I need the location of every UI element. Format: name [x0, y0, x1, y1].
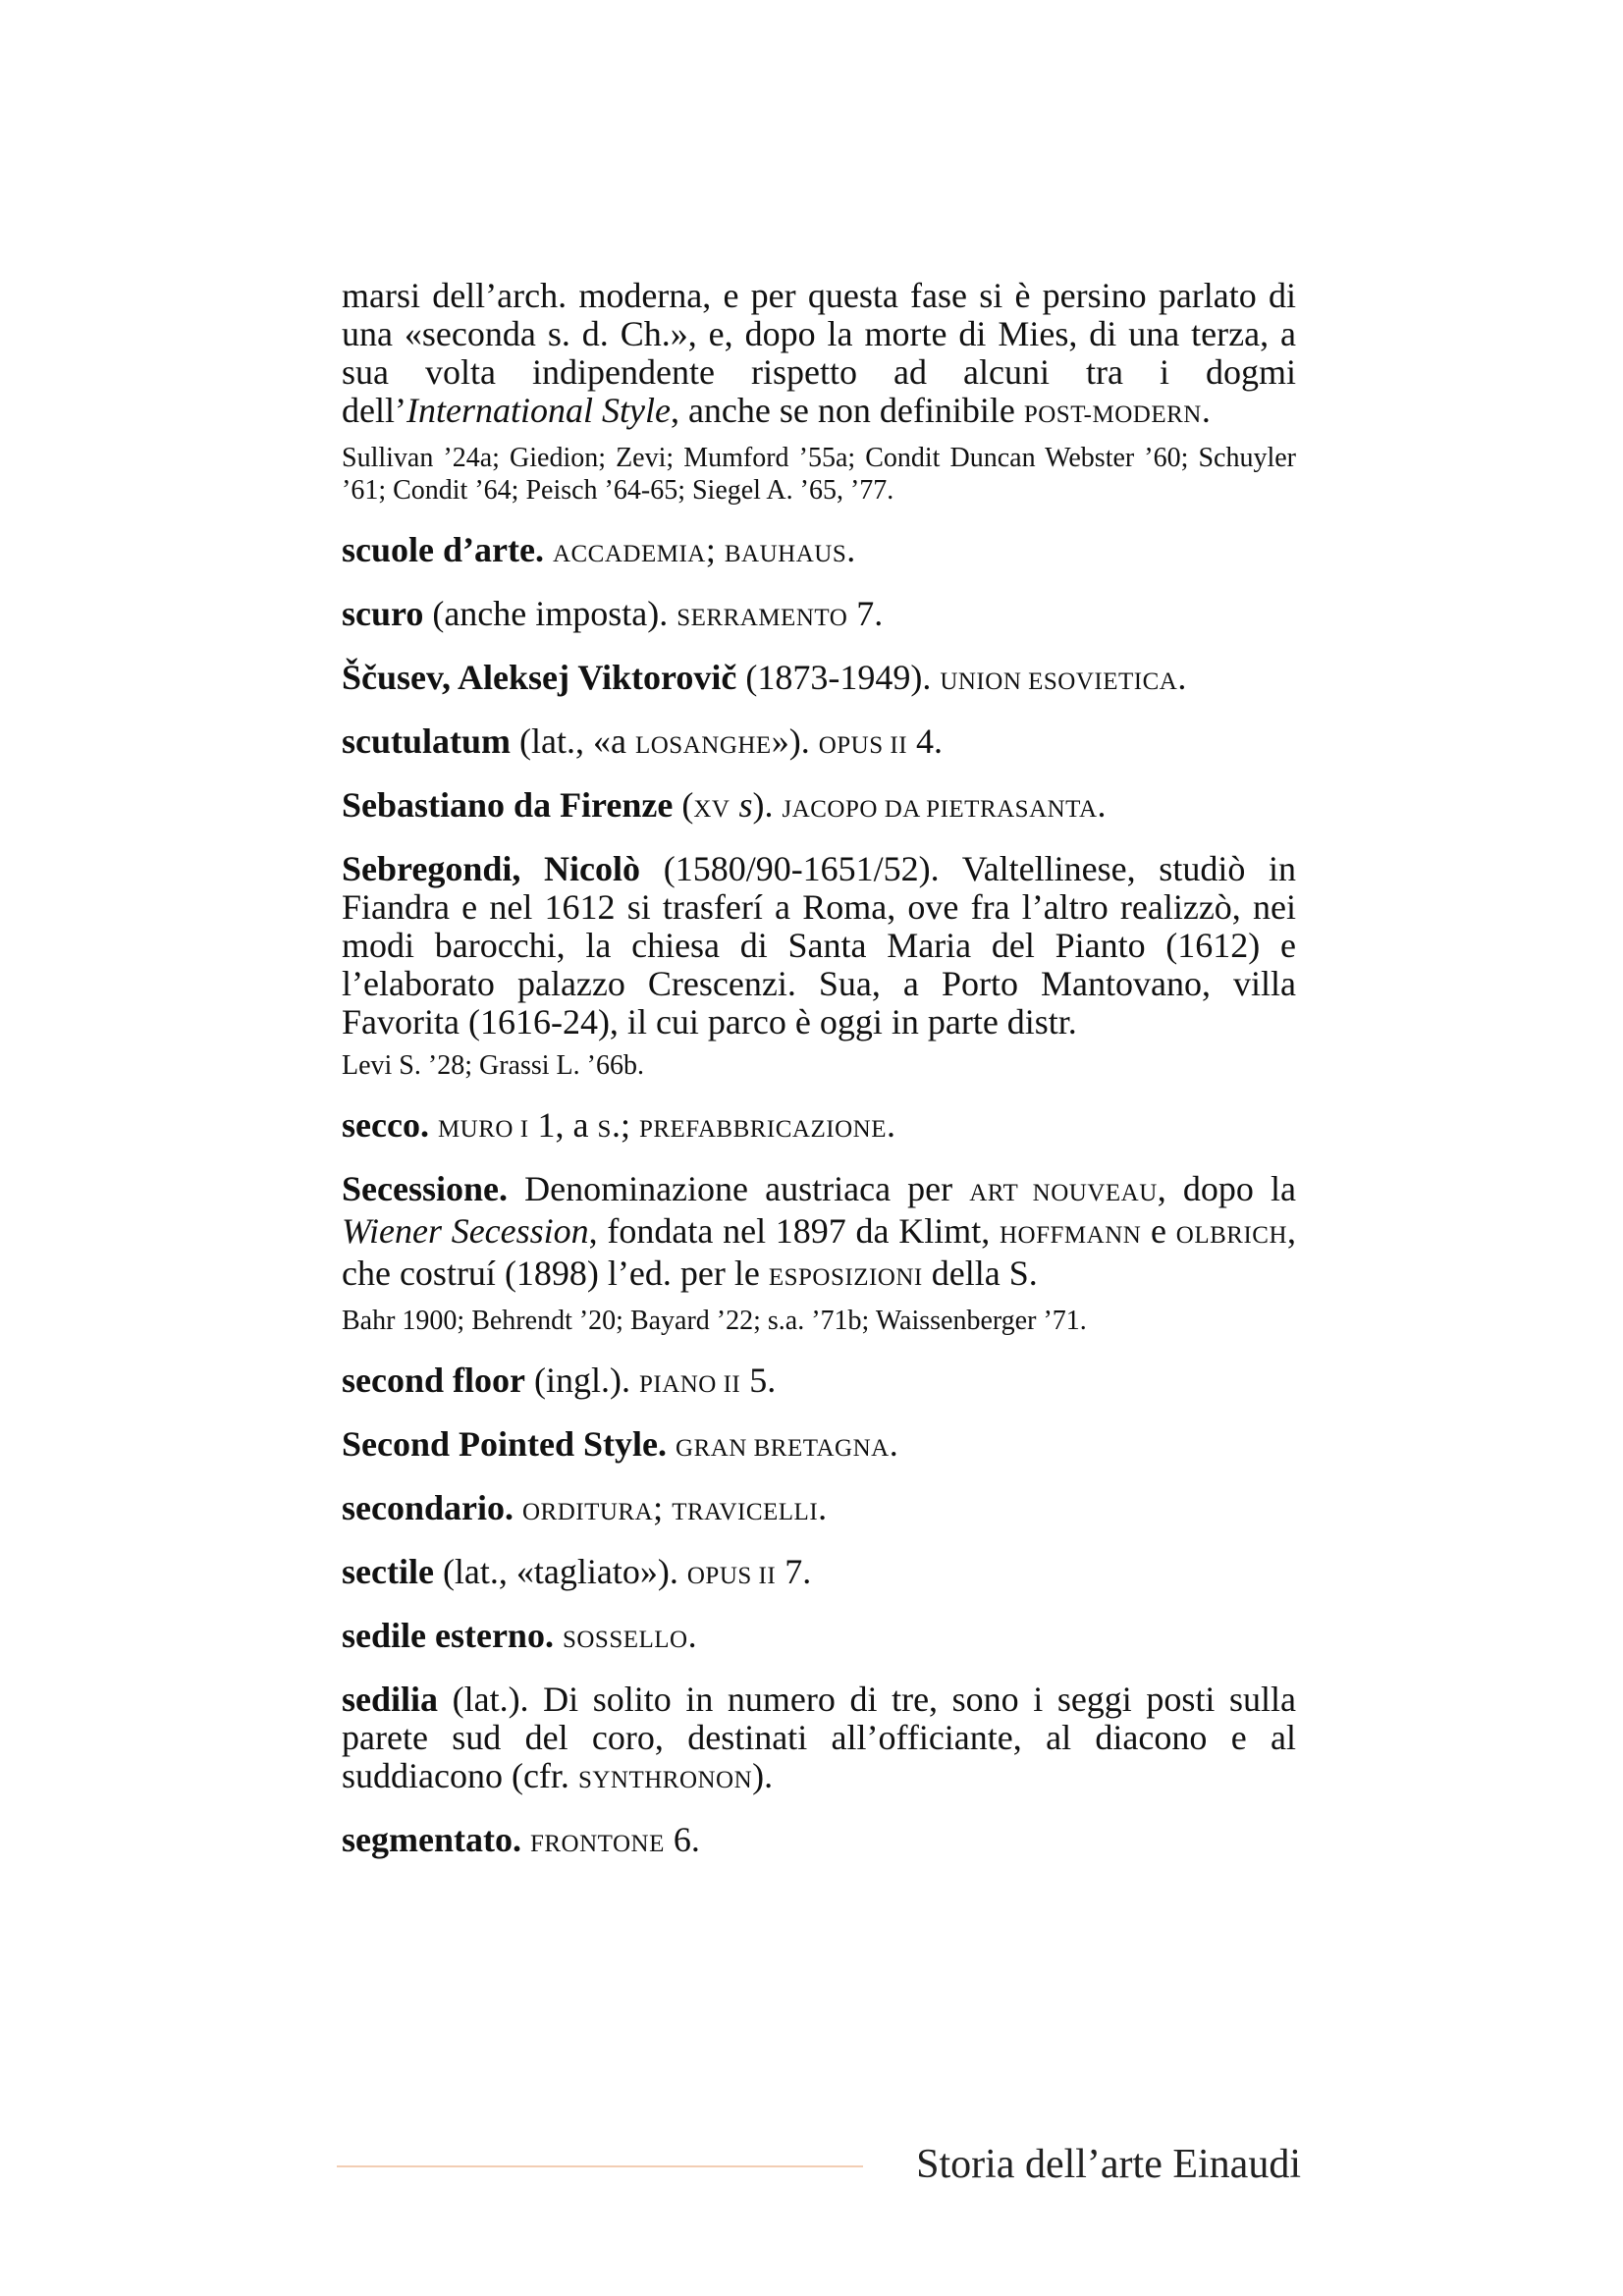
- cross-reference: SERRAMENTO: [676, 605, 848, 631]
- cross-reference: JACOPO DA PIETRASANTA: [782, 796, 1098, 823]
- footer-title: Storia dell’arte Einaudi: [916, 2142, 1301, 2187]
- dictionary-entry: [342, 595, 1296, 637]
- dictionary-entry: [342, 1106, 1296, 1148]
- italic-text: International Style: [406, 391, 671, 430]
- entry-text: .: [846, 530, 856, 569]
- entry-text: Denominazione austriaca per: [507, 1169, 970, 1208]
- entry-headword: Secessione.: [342, 1169, 508, 1208]
- entry-text: della S.: [922, 1254, 1038, 1293]
- entry-continuation: [342, 277, 1296, 434]
- entry-text: , dopo la: [1157, 1169, 1296, 1208]
- entry-text: ;: [653, 1488, 673, 1527]
- dictionary-entry: [342, 659, 1296, 701]
- cross-reference: S: [597, 1116, 612, 1143]
- entry-text: (lat., «a: [511, 721, 635, 761]
- entry-headword: sedile esterno.: [342, 1616, 554, 1655]
- entry-text: (ingl.).: [524, 1361, 639, 1400]
- entry-text: (1580/90-1651/52). Valtellinese, studiò in Fiandra e nel 1612 si trasferí a Roma, ove fra l’altro realizzò, nei modi barocchi, la chiesa di Santa Maria del Pianto (1612) e l’elaborato palazzo Crescenzi. Sua, a Porto Mantovano, villa Favorita (1616-24), il cui parco è oggi in parte distr.: [342, 849, 1296, 1041]
- entry-headword: scuole d’arte.: [342, 530, 544, 569]
- cross-reference: PREFABBRICAZIONE: [638, 1116, 887, 1143]
- entry-text: [521, 1820, 530, 1859]
- entry-text: .: [889, 1424, 898, 1464]
- cross-reference: SOSSELLO: [562, 1627, 688, 1653]
- entry-headword: second floor: [342, 1361, 525, 1400]
- cross-reference: PIANO II: [638, 1371, 741, 1398]
- dictionary-entry: [342, 531, 1296, 573]
- entry-text: [554, 1616, 563, 1655]
- dictionary-entry: [342, 1170, 1296, 1297]
- entry-text: 6.: [664, 1820, 700, 1859]
- entry-text: , fondata nel 1897 da Klimt,: [588, 1211, 1000, 1251]
- entry-text: ).: [752, 785, 783, 825]
- cross-reference: ACCADEMIA: [552, 541, 706, 567]
- cross-reference: GRAN BRETAGNA: [676, 1435, 890, 1462]
- cross-reference: ART NOUVEAU: [969, 1180, 1158, 1206]
- entry-text: , anche se non definibile: [670, 391, 1024, 430]
- entry-headword: sedilia: [342, 1680, 439, 1719]
- bibliography: Sullivan ’24a; Giedion; Zevi; Mumford ’55a; Condit Duncan Webster ’60; Schuyler ’61; Condit ’64; Peisch ’64-65; Siegel A. ’65, ’77.: [342, 443, 1296, 506]
- cross-reference: TRAVICELLI: [672, 1499, 819, 1525]
- dictionary-entry: [342, 722, 1296, 765]
- footer-rule: [337, 2165, 863, 2167]
- cross-reference: HOFFMANN: [1000, 1222, 1142, 1249]
- entry-headword: secondario.: [342, 1488, 514, 1527]
- entry-text: 7.: [776, 1552, 812, 1591]
- entry-text: 1, a: [528, 1105, 598, 1145]
- entry-headword: scutulatum: [342, 721, 512, 761]
- entry-text: [514, 1488, 522, 1527]
- cross-reference: UNION ESOVIETICA: [940, 668, 1178, 695]
- entry-headword: Sebastiano da Firenze: [342, 785, 674, 825]
- entry-text: ;: [705, 530, 725, 569]
- dictionary-entry: [342, 786, 1296, 828]
- entry-text: ).: [752, 1756, 774, 1795]
- entry-headword: Sebregondi, Nicolò: [342, 849, 641, 888]
- dictionary-entry: [342, 1425, 1296, 1468]
- dictionary-entry: [342, 1553, 1296, 1595]
- entry-text: .;: [611, 1105, 639, 1145]
- entry-text: »).: [771, 721, 819, 761]
- cross-reference: BAUHAUS: [724, 541, 847, 567]
- cross-reference: FRONTONE: [529, 1831, 665, 1857]
- cross-reference: SYNTHRONON: [577, 1767, 753, 1793]
- dictionary-entry: [342, 850, 1296, 1041]
- entry-text: (: [673, 785, 694, 825]
- entry-headword: sectile: [342, 1552, 434, 1591]
- entry-text: 5.: [740, 1361, 777, 1400]
- dictionary-entry: [342, 1489, 1296, 1531]
- cross-reference: XV: [693, 796, 730, 823]
- dictionary-entry: [342, 1617, 1296, 1659]
- entry-text: [544, 530, 553, 569]
- entry-headword: segmentato.: [342, 1820, 521, 1859]
- entry-text: e: [1141, 1211, 1176, 1251]
- cross-reference: ESPOSIZIONI: [768, 1264, 923, 1291]
- entry-text: .: [818, 1488, 828, 1527]
- entry-text: 4.: [907, 721, 944, 761]
- bibliography: Bahr 1900; Behrendt ’20; Bayard ’22; s.a. ’71b; Waissenberger ’71.: [342, 1306, 1087, 1336]
- entry-headword: Ščusev, Aleksej Viktorovič: [342, 658, 737, 697]
- entry-text: (lat., «tagliato»).: [433, 1552, 687, 1591]
- cross-reference: OPUS II: [818, 732, 908, 759]
- dictionary-entry: [342, 1821, 1296, 1863]
- entry-headword: Second Pointed Style.: [342, 1424, 668, 1464]
- bibliography: Levi S. ’28; Grassi L. ’66b.: [342, 1050, 644, 1081]
- cross-reference: ORDITURA: [522, 1499, 654, 1525]
- cross-reference: POST-MODERN: [1023, 401, 1202, 428]
- entry-text: .: [1097, 785, 1107, 825]
- dictionary-entries: [342, 277, 1296, 1885]
- entry-text: .: [687, 1616, 697, 1655]
- entry-text: (anche imposta).: [423, 594, 677, 633]
- cross-reference: OPUS II: [686, 1563, 777, 1589]
- entry-text: .: [1201, 391, 1211, 430]
- italic-text: s: [738, 785, 753, 825]
- entry-text: 7.: [847, 594, 884, 633]
- entry-text: , che costruí (1898) l’ed. per le: [342, 1211, 1296, 1293]
- entry-text: (1873-1949).: [736, 658, 941, 697]
- italic-text: Wiener Secession: [342, 1211, 589, 1251]
- entry-text: .: [1177, 658, 1187, 697]
- entry-text: (lat.). Di solito in numero di tre, sono i seggi posti sulla parete sud del coro, destinati all’officiante, al diacono e al suddiacono (cfr.: [342, 1680, 1296, 1795]
- cross-reference: OLBRICH: [1175, 1222, 1287, 1249]
- cross-reference: LOSANGHE: [634, 732, 772, 759]
- dictionary-entry: [342, 1681, 1296, 1799]
- entry-text: .: [886, 1105, 895, 1145]
- entry-headword: scuro: [342, 594, 424, 633]
- dictionary-entry: [342, 1362, 1296, 1404]
- cross-reference: MURO I: [437, 1116, 529, 1143]
- entry-text: [667, 1424, 676, 1464]
- page-footer: [337, 2138, 1301, 2191]
- entry-headword: secco.: [342, 1105, 429, 1145]
- entry-text: [429, 1105, 438, 1145]
- entry-text: marsi dell’arch. moderna, e per questa fase si è persino parlato di una «seconda s. d. Ch.», e, dopo la morte di Mies, di una terza, a sua volta indipendente rispetto ad alcuni tra i dogmi dell’: [342, 276, 1296, 430]
